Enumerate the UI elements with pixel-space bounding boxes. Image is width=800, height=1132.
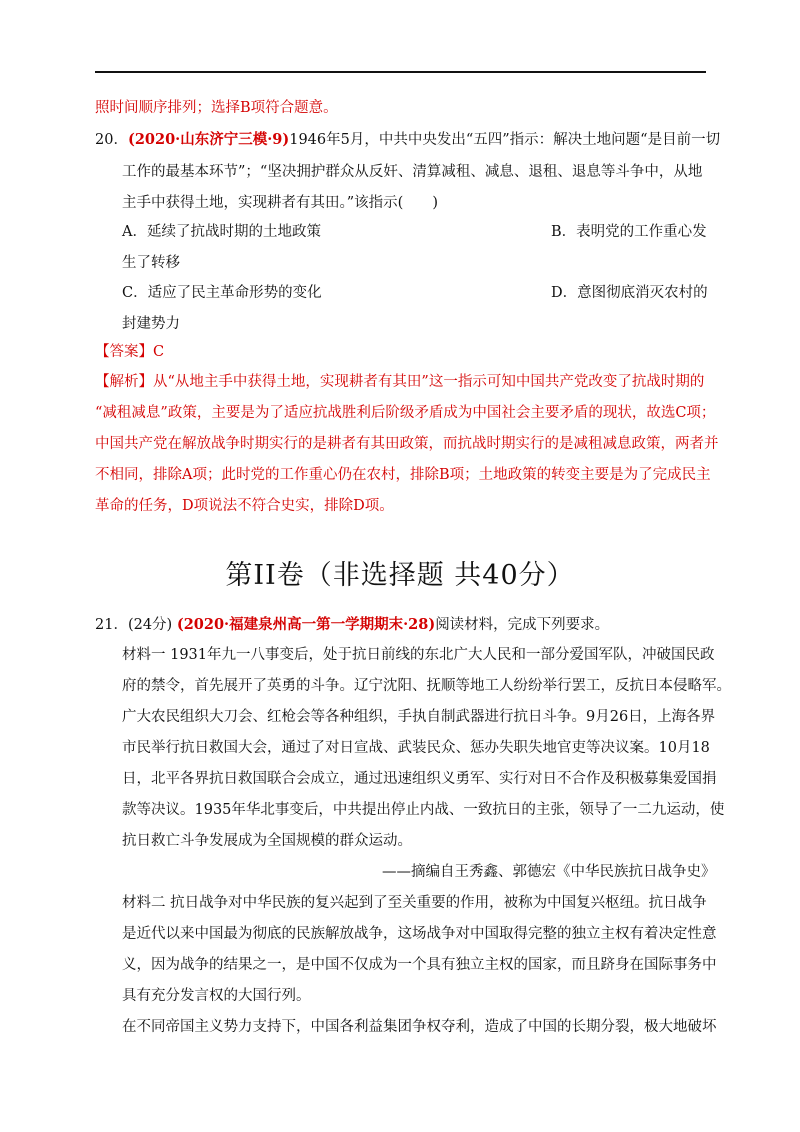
q20-option-c: C．适应了民主革命形势的变化	[122, 285, 322, 301]
q21-instruction: 阅读材料，完成下列要求。	[435, 617, 610, 633]
q20-option-b-continued: 生了转移	[122, 255, 180, 271]
q20-option-d-continued: 封建势力	[122, 316, 180, 332]
q21-material1-line1: 材料一 1931年九一八事变后，处于抗日前线的东北广大人民和一部分爱国军队，冲破国民政	[122, 647, 715, 663]
q21-material1-source: ——摘编自王秀鑫、郭德宏《中华民族抗日战争史》	[382, 864, 716, 880]
q20-answer-label: 【答案】	[95, 344, 153, 360]
q20-number: 20．	[95, 132, 128, 148]
q21-material2-line5: 在不同帝国主义势力支持下，中国各利益集团争权夺利，造成了中国的长期分裂，极大地破坏	[122, 1019, 717, 1035]
q21-material1-line2: 府的禁令，首先展开了英勇的斗争。辽宁沈阳、抚顺等地工人纷纷举行罢工，反抗日本侵略军。	[122, 678, 731, 694]
q20-stem-text1: 1946年5月，中共中央发出“五四”指示：解决土地问题“是目前一切	[289, 132, 721, 148]
section-title: 第II卷（非选择题 共40分）	[225, 560, 575, 591]
q21-material1-line5: 日，北平各界抗日救国联合会成立，通过迅速组织义勇军、实行对日不合作及积极募集爱国捐	[122, 771, 717, 787]
q21-material2-line3: 义，因为战争的结果之一，是中国不仅成为一个具有独立主权的国家，而且跻身在国际事务中	[122, 957, 717, 973]
q20-option-d: D．意图彻底消灭农村的	[551, 285, 708, 301]
previous-analysis-tail: 照时间顺序排列；选择B项符合题意。	[95, 100, 338, 116]
q21-material1-line6: 款等决议。1935年华北事变后，中共提出停止内战、一致抗日的主张，领导了一二九运动，使	[122, 802, 725, 818]
q20-source: (2020·山东济宁三模·9)	[127, 131, 290, 148]
q20-stem-line3: 主手中获得土地，实现耕者有其田。”该指示( )	[122, 195, 438, 211]
q20-analysis-text1: 从“从地主手中获得土地，实现耕者有其田”这一指示可知中国共产党改变了抗战时期的	[153, 374, 705, 390]
q20-analysis-line1	[95, 372, 704, 392]
q21-number: 21．	[95, 617, 128, 633]
q21-header	[95, 615, 609, 635]
q20-analysis-line2: “减租减息”政策，主要是为了适应抗战胜利后阶级矛盾成为中国社会主要矛盾的现状，故选C项；	[95, 405, 716, 421]
q20-option-b: B．表明党的工作重心发	[551, 224, 707, 240]
q20-answer-value: C	[153, 344, 165, 360]
q21-material2-line4: 具有充分发言权的大国行列。	[122, 988, 311, 1004]
q20-option-a: A．延续了抗战时期的土地政策	[122, 224, 321, 240]
q21-material1-line4: 市民举行抗日救国大会，通过了对日宣战、武装民众、惩办失职失地官吏等决议案。10月18	[122, 740, 710, 756]
q20-analysis-label: 【解析】	[95, 374, 153, 390]
q21-material2-line1: 材料二 抗日战争对中华民族的复兴起到了至关重要的作用，被称为中国复兴枢纽。抗日战争	[122, 895, 707, 911]
q21-material1-line7: 抗日救亡斗争发展成为全国规模的群众运动。	[122, 833, 412, 849]
q21-source: (2020·福建泉州高一第一学期期末·28)	[176, 616, 436, 633]
q21-score: (24分)	[127, 617, 173, 633]
q20-analysis-line5: 革命的任务，D项说法不符合史实，排除D项。	[95, 498, 394, 514]
q20-stem-line1	[95, 130, 720, 150]
q20-stem-line2: 工作的最基本环节”；“坚决拥护群众从反奸、清算减租、减息、退租、退息等斗争中，从地	[122, 164, 703, 180]
q21-material2-line2: 是近代以来中国最为彻底的民族解放战争，这场战争对中国取得完整的独立主权有着决定性意	[122, 926, 717, 942]
q20-analysis-line3: 中国共产党在解放战争时期实行的是耕者有其田政策，而抗战时期实行的是减租减息政策，两者并	[95, 436, 719, 452]
q20-answer	[95, 342, 164, 362]
q21-material1-line3: 广大农民组织大刀会、红枪会等各种组织，手执自制武器进行抗日斗争。9月26日，上海各界	[122, 709, 716, 725]
header-rule	[95, 71, 706, 73]
q20-analysis-line4: 不相同，排除A项；此时党的工作重心仍在农村，排除B项；土地政策的转变主要是为了完成民主	[95, 467, 711, 483]
